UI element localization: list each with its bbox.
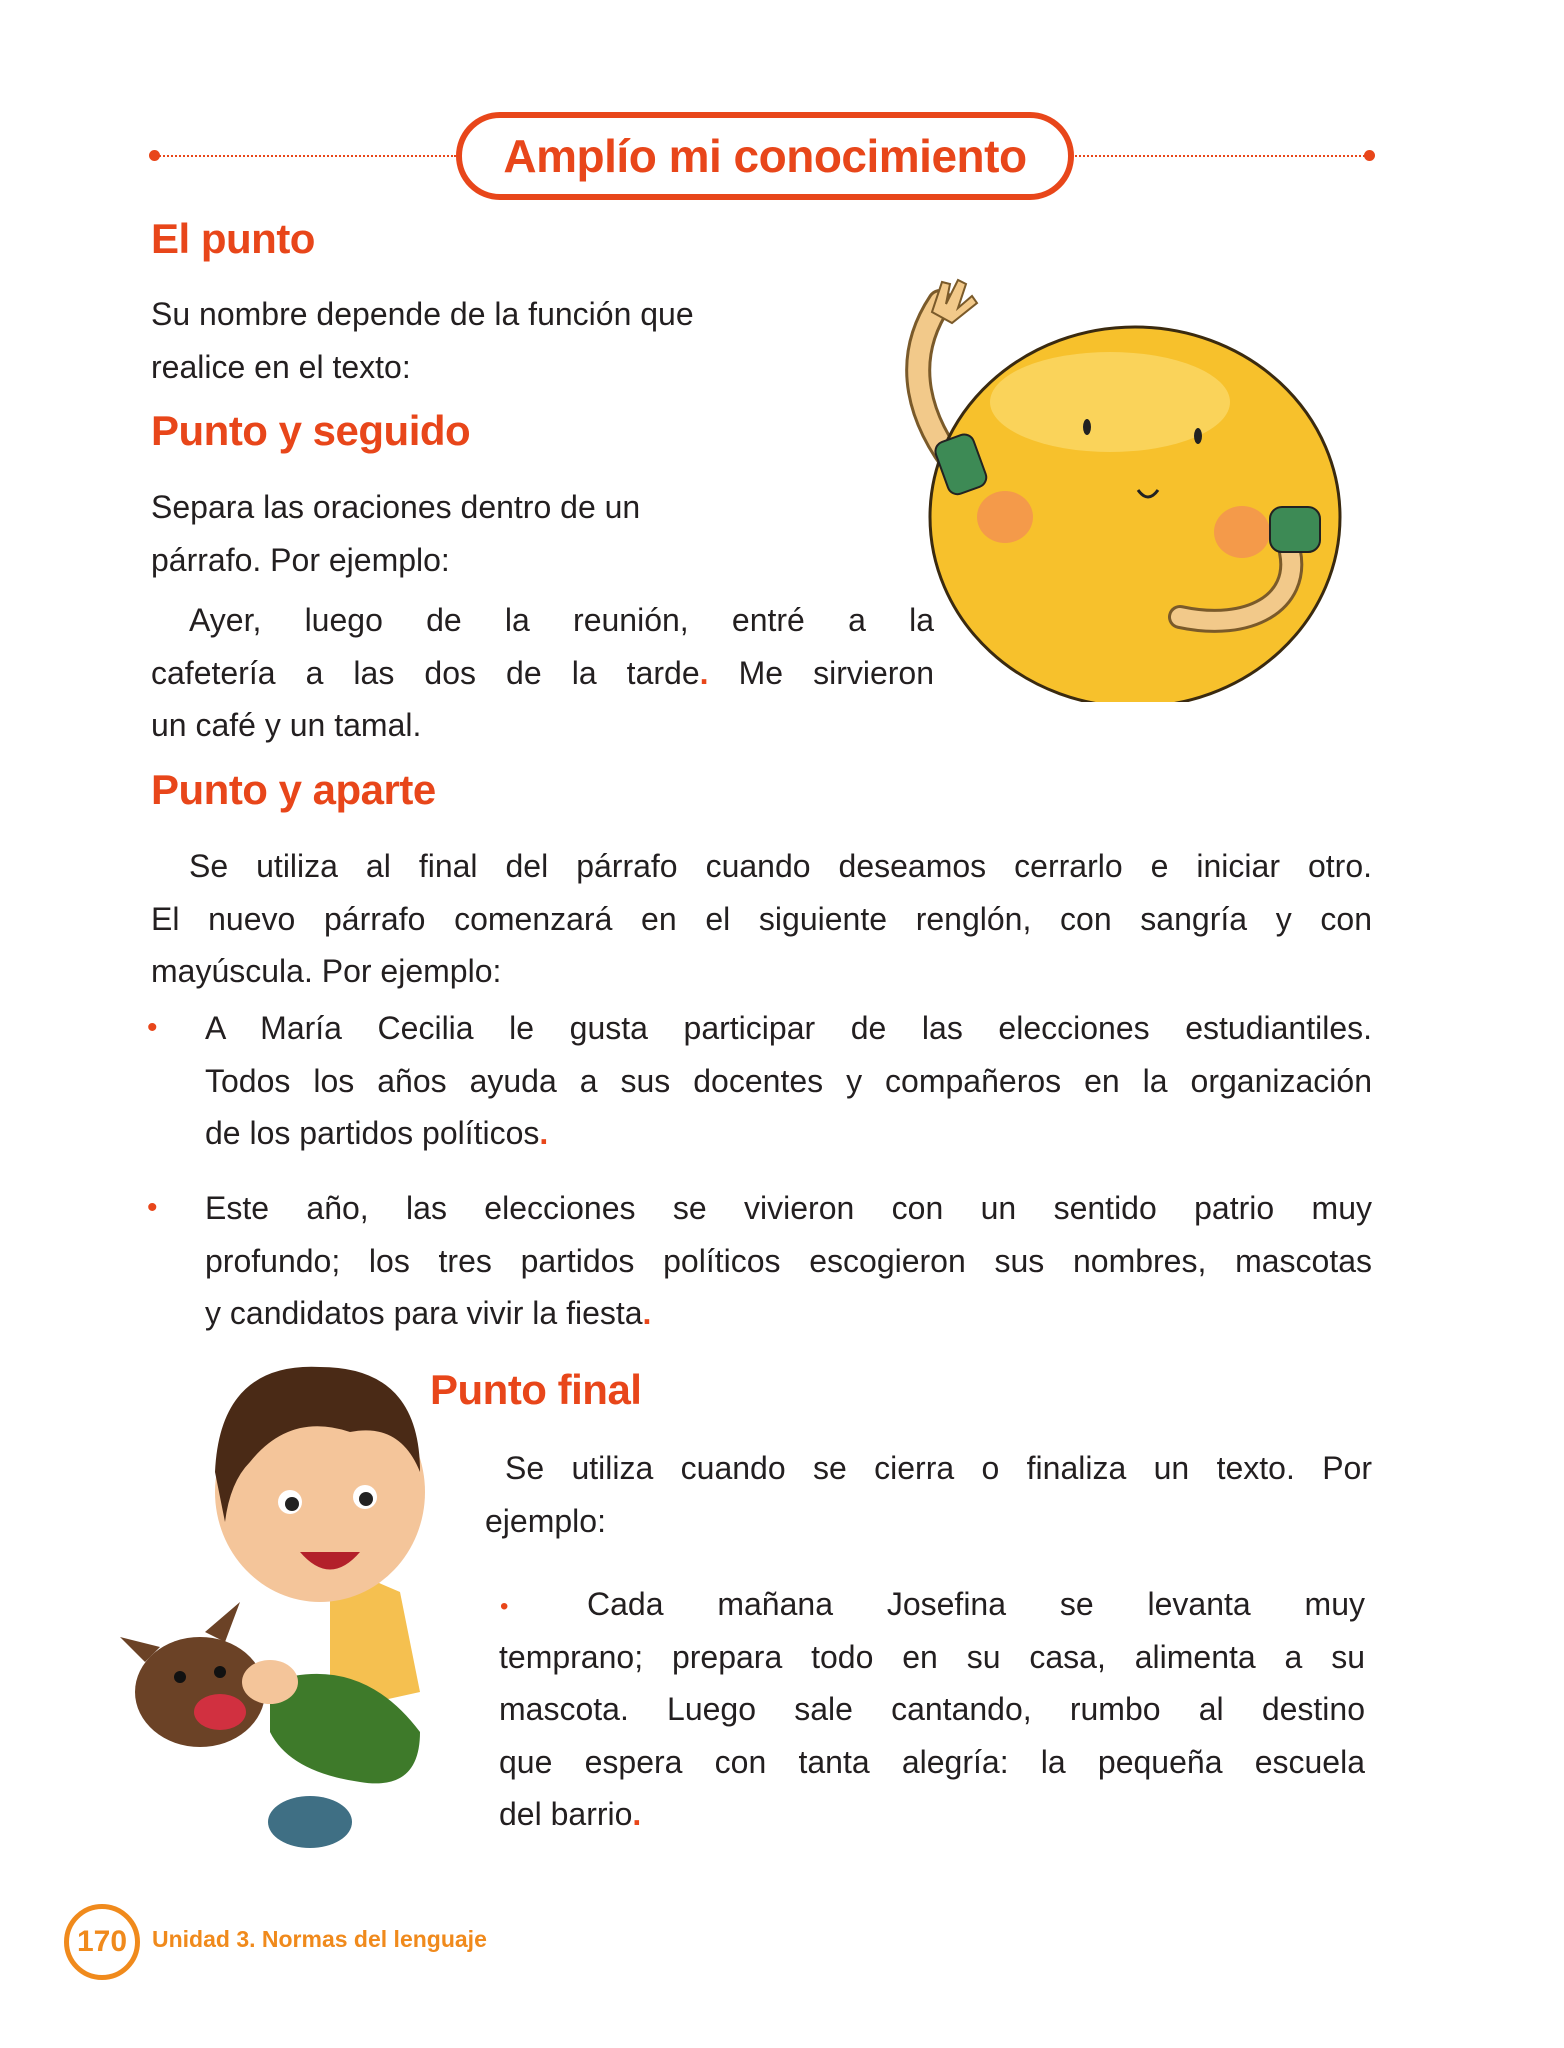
aparte-text [151, 840, 1372, 998]
heading-punto-y-seguido: Punto y seguido [151, 407, 471, 454]
text-line [151, 699, 934, 752]
heading-punto-final: Punto final [430, 1366, 642, 1413]
text-segment: El nuevo párrafo comenzará en el siguiente renglón, con sangría y con [151, 900, 1372, 937]
aparte-bullet-2 [205, 1182, 1372, 1340]
el-punto-text [151, 288, 831, 393]
text-segment: temprano; prepara todo en su casa, alimenta a su [499, 1638, 1365, 1675]
text-line [205, 1235, 1372, 1288]
page-number: 170 [76, 1925, 128, 1958]
text-segment: párrafo. Por ejemplo: [151, 541, 450, 578]
heading-el-punto: El punto [151, 215, 315, 262]
text-line [151, 341, 831, 394]
header-rule-left [156, 155, 456, 157]
text-segment: cafetería a las dos de la tarde [151, 654, 700, 691]
aparte-bullet-1 [205, 1002, 1372, 1160]
text-line [151, 945, 1372, 998]
text-line [151, 840, 1372, 893]
text-segment: Cada mañana Josefina se levanta muy [587, 1586, 1365, 1622]
dot-character-illustration [880, 262, 1350, 702]
text-segment: que espera con tanta alegría: la pequeña escuela [499, 1743, 1365, 1780]
seguido-text [151, 481, 851, 586]
bullet-1: • [147, 1011, 158, 1044]
text-segment: del barrio [499, 1796, 633, 1832]
text-line [151, 647, 934, 700]
accent-period: . [632, 1796, 642, 1832]
accent-period: . [699, 654, 709, 691]
text-line [499, 1788, 1365, 1841]
text-line [151, 534, 851, 587]
text-line [205, 1287, 1372, 1340]
text-segment: realice en el texto: [151, 348, 411, 385]
header-rule-dot-left [149, 150, 160, 161]
text-segment: Separa las oraciones dentro de un [151, 489, 641, 525]
heading-punto-y-aparte: Punto y aparte [151, 766, 436, 813]
text-segment: un café y un tamal. [151, 707, 422, 743]
text-segment: A María Cecilia le gusta participar de las elecciones estudiantiles. [205, 1010, 1372, 1046]
text-segment: profundo; los tres partidos políticos escogieron sus nombres, mascotas [205, 1242, 1372, 1279]
text-line [499, 1631, 1365, 1684]
bullet-3: • [500, 1593, 509, 1620]
text-line [151, 893, 1372, 946]
text-segment: mascota. Luego sale cantando, rumbo al destino [499, 1691, 1365, 1727]
text-line [205, 1107, 1372, 1160]
text-line [151, 481, 851, 534]
accent-period: . [539, 1115, 549, 1151]
text-segment: Este año, las elecciones se vivieron con un sentido patrio muy [205, 1190, 1372, 1226]
final-text [485, 1442, 1372, 1547]
text-segment: Me sirvieron [708, 654, 934, 691]
section-banner-title: Amplío mi conocimiento [503, 130, 1027, 182]
text-segment: Todos los años ayuda a sus docentes y compañeros en la organización [205, 1062, 1372, 1099]
page-number-badge [64, 1904, 140, 1980]
text-line [485, 1442, 1372, 1495]
accent-period: . [642, 1295, 652, 1331]
text-line [205, 1002, 1372, 1055]
text-line [151, 594, 934, 647]
text-segment: Su nombre depende de la función que [151, 296, 694, 332]
text-segment: Se utiliza al final del párrafo cuando deseamos cerrarlo e iniciar otro. [189, 848, 1372, 884]
text-line [485, 1495, 1372, 1548]
text-line [205, 1055, 1372, 1108]
text-line [499, 1683, 1365, 1736]
header-rule-dot-right [1364, 150, 1375, 161]
bullet-2: • [147, 1191, 158, 1224]
seguido-example [151, 594, 934, 752]
unit-title: Unidad 3. Normas del lenguaje [152, 1926, 487, 1952]
text-line [499, 1578, 1365, 1631]
text-segment: Se utiliza cuando se cierra o finaliza un texto. Por [505, 1450, 1372, 1486]
text-segment: ejemplo: [485, 1502, 606, 1539]
text-line [205, 1182, 1372, 1235]
header-rule-right [1068, 155, 1368, 157]
boy-with-dog-illustration [120, 1352, 440, 1872]
text-segment: mayúscula. Por ejemplo: [151, 953, 502, 989]
text-segment: Ayer, luego de la reunión, entré a la [189, 602, 934, 638]
text-line [151, 288, 831, 341]
text-line [499, 1736, 1365, 1789]
section-banner [456, 112, 1074, 200]
text-segment: y candidatos para vivir la fiesta [205, 1295, 643, 1331]
text-segment: de los partidos políticos [205, 1115, 540, 1151]
final-example [499, 1578, 1365, 1841]
